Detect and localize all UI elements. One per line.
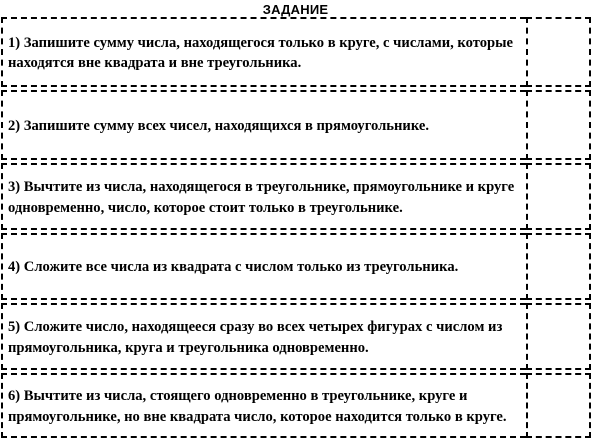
task-cell-4 [1,233,526,300]
task-cell-2 [1,90,526,160]
worksheet-heading: ЗАДАНИЕ [262,2,329,17]
answer-cell-1[interactable] [526,17,591,87]
task-row-3 [0,163,591,230]
answer-cell-3[interactable] [526,163,591,230]
task-row-1 [0,17,591,87]
answer-cell-4[interactable] [526,233,591,300]
task-cell-5 [1,303,526,370]
task-text-1: 1) Запишите сумму числа, находящегося только в круге, с числами, которые находятся вне квадрата и вне треугольника. [8,34,514,71]
task-text-5: 5) Сложите число, находящееся сразу во всех четырех фигурах с числом из прямоугольника, круга и треугольника одновременно. [8,319,503,356]
answer-cell-5[interactable] [526,303,591,370]
task-row-5 [0,303,591,370]
task-table [0,17,591,438]
task-text-6: 6) Вычтите из числа, стоящего одновременно в треугольнике, круге и прямоугольнике, но вне квадрата число, которое находится только в круге. [8,388,507,425]
task-text-3: 3) Вычтите из числа, находящегося в треугольнике, прямоугольнике и круге одновременно, число, которое стоит только в треугольнике. [8,179,515,216]
answer-cell-6[interactable] [526,373,591,438]
task-text-2: 2) Запишите сумму всех чисел, находящихся в прямоугольнике. [8,117,429,134]
task-row-4 [0,233,591,300]
answer-cell-2[interactable] [526,90,591,160]
task-cell-1 [1,17,526,87]
task-cell-3 [1,163,526,230]
task-row-2 [0,90,591,160]
task-text-4: 4) Сложите все числа из квадрата с числом только из треугольника. [8,259,459,276]
task-cell-6 [1,373,526,438]
task-row-6 [0,373,591,438]
